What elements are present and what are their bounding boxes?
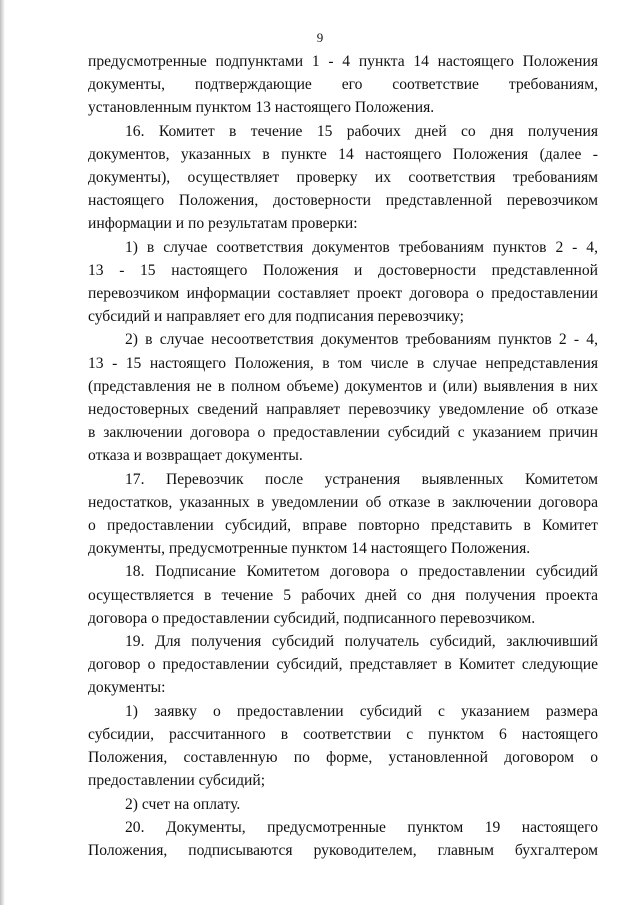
text-line: предоставлении субсидий; — [88, 772, 266, 790]
paragraph-p-16 — [88, 120, 598, 236]
text-line: 19. Для получения субсидий получатель субсидий, заключивший — [125, 633, 598, 651]
text-line: 1) заявку о предоставлении субсидий с указанием размера — [125, 702, 598, 720]
text-line: отказа и возвращает документы. — [88, 447, 303, 465]
page-number: 9 — [316, 30, 324, 45]
text-line: документы, подтверждающие его соответствие требованиям, — [88, 76, 598, 94]
text-line: (представления не в полном объеме) документов и (или) выявления в них — [88, 377, 598, 395]
paragraph-p-16-2 — [88, 328, 598, 467]
text-line: Положения, составленную по форме, установленной договором о — [88, 749, 598, 767]
paragraph-p-17 — [88, 468, 598, 561]
text-line: 17. Перевозчик после устранения выявленных Комитетом — [125, 470, 598, 488]
text-line: информации и по результатам проверки: — [88, 215, 358, 233]
text-line: документы, предусмотренные пунктом 14 настоящего Положения. — [88, 540, 531, 558]
text-line: 18. Подписание Комитетом договора о предоставлении субсидий — [125, 563, 598, 581]
text-line: 2) счет на оплату. — [125, 795, 241, 813]
text-line: перевозчиком информации составляет проект договора о предоставлении — [88, 285, 598, 303]
text-line: 20. Документы, предусмотренные пунктом 19 настоящего — [125, 818, 598, 836]
text-line: о предоставлении субсидий, вправе повторно представить в Комитет — [88, 517, 598, 535]
text-line: в заключении договора о предоставлении субсидий с указанием причин — [88, 424, 598, 442]
text-line: 1) в случае соответствия документов требованиям пунктов 2 - 4, — [125, 238, 598, 256]
paragraph-p-19 — [88, 630, 598, 700]
document-body — [88, 50, 598, 862]
text-line: 16. Комитет в течение 15 рабочих дней со дня получения — [125, 122, 598, 140]
paragraph-p-19-1 — [88, 700, 598, 793]
text-line: субсидии, рассчитанного в соответствии с пунктом 6 настоящего — [88, 725, 598, 743]
paragraph-p-18 — [88, 560, 598, 630]
paragraph-p-16-1 — [88, 236, 598, 329]
text-line: настоящего Положения, достоверности представленной перевозчиком — [88, 192, 598, 210]
text-line: недостатков, указанных в уведомлении об отказе в заключении договора — [88, 493, 598, 511]
paragraph-p-19-2 — [88, 793, 598, 816]
text-line: 2) в случае несоответствия документов требованиям пунктов 2 - 4, — [125, 331, 598, 349]
text-line: осуществляется в течение 5 рабочих дней со дня получения проекта — [88, 586, 598, 604]
paragraph-p-cont — [88, 50, 598, 120]
text-line: установленным пунктом 13 настоящего Положения. — [88, 99, 435, 117]
text-line: недостоверных сведений направляет перевозчику уведомление об отказе — [88, 401, 598, 419]
text-line: документы), осуществляет проверку их соответствия требованиям — [88, 169, 598, 187]
text-line: Положения, подписываются руководителем, главным бухгалтером — [88, 841, 598, 859]
text-line: субсидий и направляет его для подписания перевозчику; — [88, 308, 465, 326]
scan-edge-shadow — [0, 0, 5, 905]
text-line: 13 - 15 настоящего Положения и достоверности представленной — [88, 261, 598, 279]
text-line: предусмотренные подпунктами 1 - 4 пункта 14 настоящего Положения — [88, 53, 598, 70]
text-line: договора о предоставлении субсидий, подписанного перевозчиком. — [88, 609, 536, 627]
text-line: 13 - 15 настоящего Положения, в том числе в случае непредставления — [88, 354, 598, 372]
text-line: документов, указанных в пункте 14 настоящего Положения (далее - — [88, 145, 598, 163]
text-line: документы: — [88, 679, 166, 697]
paragraph-p-20 — [88, 816, 598, 862]
text-line: договор о предоставлении субсидий, представляет в Комитет следующие — [88, 656, 598, 674]
